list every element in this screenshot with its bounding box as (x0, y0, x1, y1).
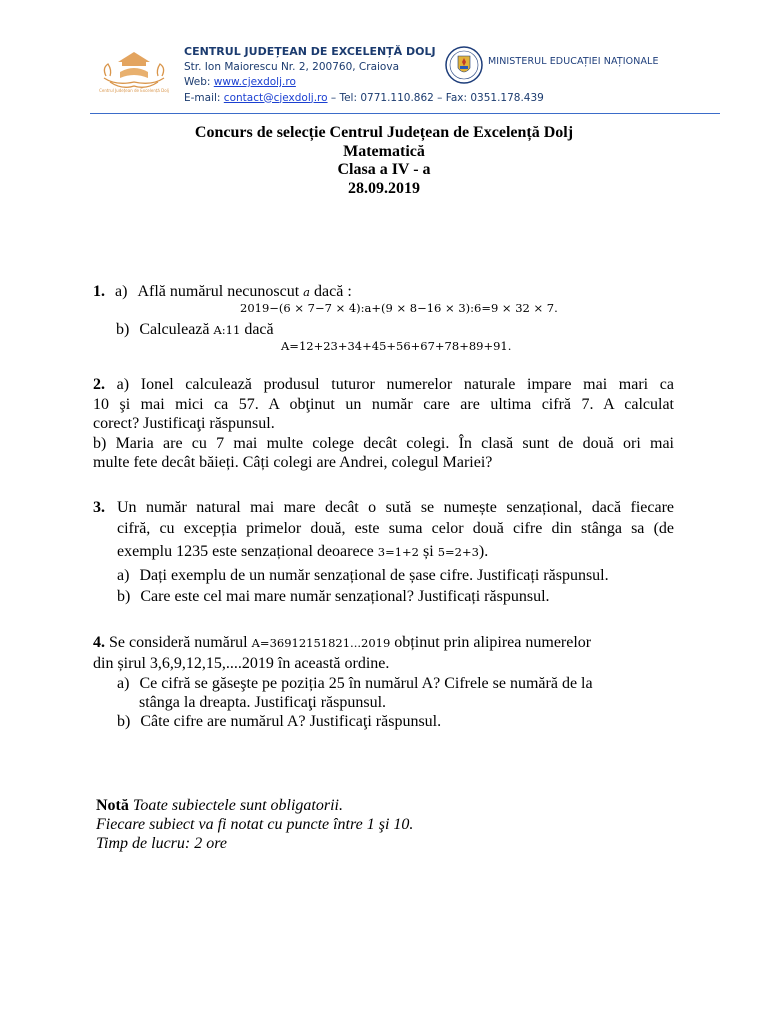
p4-b-label: b) (117, 713, 131, 730)
notes-line3: Timp de lucru: 2 ore (96, 835, 227, 852)
exam-notes (96, 796, 413, 853)
web-label: Web: (184, 76, 214, 88)
p2-a-line1 (93, 375, 674, 395)
p4-a-line1 (117, 674, 593, 694)
p4-a-label: a) (117, 675, 130, 692)
web-line (184, 75, 544, 91)
p3-b-label: b) (117, 588, 131, 605)
p1-b-equation: A=12+23+34+45+56+67+78+89+91. (281, 339, 512, 353)
p4-a-line2: stânga la dreapta. Justificaţi răspunsul. (139, 694, 387, 711)
center-address: Str. Ion Maiorescu Nr. 2, 200760, Craiova (184, 60, 400, 73)
p3-number (93, 498, 105, 518)
p2-a-line3: corect? Justificaţi răspunsul. (93, 415, 275, 432)
contact-line (184, 91, 544, 107)
title-contest: Concurs de selecție Centrul Județean de Excelență Dolj (194, 124, 574, 141)
p4-number: 4. (93, 634, 105, 651)
p2-b-line2: multe fete decât băieți. Câți colegi are Andrei, colegul Mariei? (93, 454, 493, 471)
p3-eq2: 5=2+3 (437, 545, 479, 559)
p1-b-label: b) (116, 321, 130, 338)
p3-number-text: 3. (93, 499, 105, 516)
p3-eq1: 3=1+2 (377, 545, 420, 559)
p3-line2: cifră, cu excepția primelor două, este suma celor două cifre din stânga sa (de (117, 520, 674, 537)
p3-line3 (117, 542, 488, 563)
ministry-name: MINISTERUL EDUCAȚIEI NAȚIONALE (488, 56, 659, 67)
p1-a-text: Află numărul necunoscut (137, 283, 300, 300)
p1-b-suffix: dacă (244, 321, 274, 338)
p2-a-text1: a) Ionel calculează produsul tuturor numerelor naturale impare mai mari ca (116, 376, 674, 393)
header-divider (90, 113, 720, 114)
p1-a-label: a) (115, 283, 128, 300)
center-name: CENTRUL JUDEȚEAN DE EXCELENȚĂ DOLJ (184, 45, 436, 58)
notes-label: Notă (96, 797, 129, 814)
p3-a-text: Dați exemplu de un număr senzațional de șase cifre. Justificați răspunsul. (139, 567, 609, 584)
p3-end: ). (478, 543, 489, 560)
svg-text:Centrul Județean de Excelență: Centrul Județean de Excelență Dolj (99, 88, 169, 93)
p3-line1: Un număr natural mai mare decât o sută se numește senzațional, dacă fiecare (117, 499, 674, 516)
p2-a-line2: 10 şi mai mici ca 57. A obţinut un număr care are ultima cifră 7. A calculat (93, 396, 674, 413)
p3-a-label: a) (117, 567, 130, 584)
email-link[interactable]: contact@cjexdolj.ro (223, 91, 328, 104)
cjex-logo (96, 42, 172, 94)
p4-line2: din șirul 3,6,9,12,15,....2019 în această ordine. (93, 655, 390, 672)
title-subject: Matematică (343, 142, 425, 160)
p4-line1 (93, 633, 591, 654)
romania-coat-of-arms-icon (444, 44, 484, 86)
title-class: Clasa a IV - a (337, 161, 431, 178)
phone-fax: – Tel: 0771.110.862 – Fax: 0351.178.439 (327, 91, 544, 104)
p3-b-text: Care este cel mai mare număr senzațional? Justificați răspunsul. (140, 588, 550, 605)
document-title (96, 124, 672, 198)
notes-line1 (96, 796, 413, 815)
web-link[interactable]: www.cjexdolj.ro (213, 76, 296, 88)
p4-a-text1: Ce cifră se găseşte pe poziția 25 în numărul A? Cifrele se numără de la (139, 675, 593, 692)
p4-intro: Se consideră numărul (109, 634, 248, 651)
notes-text1: Toate subiectele sunt obligatorii. (132, 797, 343, 814)
p4-expr: A=36912151821...2019 (251, 636, 391, 650)
p4-b (117, 712, 441, 732)
email-label: E-mail: (184, 91, 224, 104)
p1-b-expr: A:11 (213, 323, 241, 337)
p1-a-var: a (303, 285, 311, 299)
p3-example: exemplu 1235 este senzațional deoarece (117, 543, 374, 560)
p1-line-a (93, 282, 352, 303)
notes-line2: Fiecare subiect va fi notat cu puncte între 1 şi 10. (96, 816, 414, 833)
p1-number: 1. (93, 283, 105, 300)
p2-b-line1: b) Maria are cu 7 mai multe colege decât colegi. În clasă sunt de două ori mai (93, 435, 674, 452)
p1-a-equation: 2019−(6 × 7−7 × 4):a+(9 × 8−16 × 3):6=9 × 32 × 7. (240, 301, 558, 315)
p1-line-b (116, 320, 274, 341)
title-date: 28.09.2019 (348, 179, 420, 197)
p1-b-text: Calculează (139, 321, 210, 338)
p1-a-suffix: dacă : (314, 283, 352, 300)
header-contact (184, 44, 544, 106)
p2-number: 2. (93, 376, 105, 393)
p4-b-text: Câte cifre are numărul A? Justificaţi răspunsul. (140, 713, 442, 730)
p3-and: și (423, 543, 434, 560)
p3-b (117, 587, 550, 607)
p4-intro-end: obținut prin alipirea numerelor (394, 634, 592, 651)
p3-a (117, 566, 609, 586)
